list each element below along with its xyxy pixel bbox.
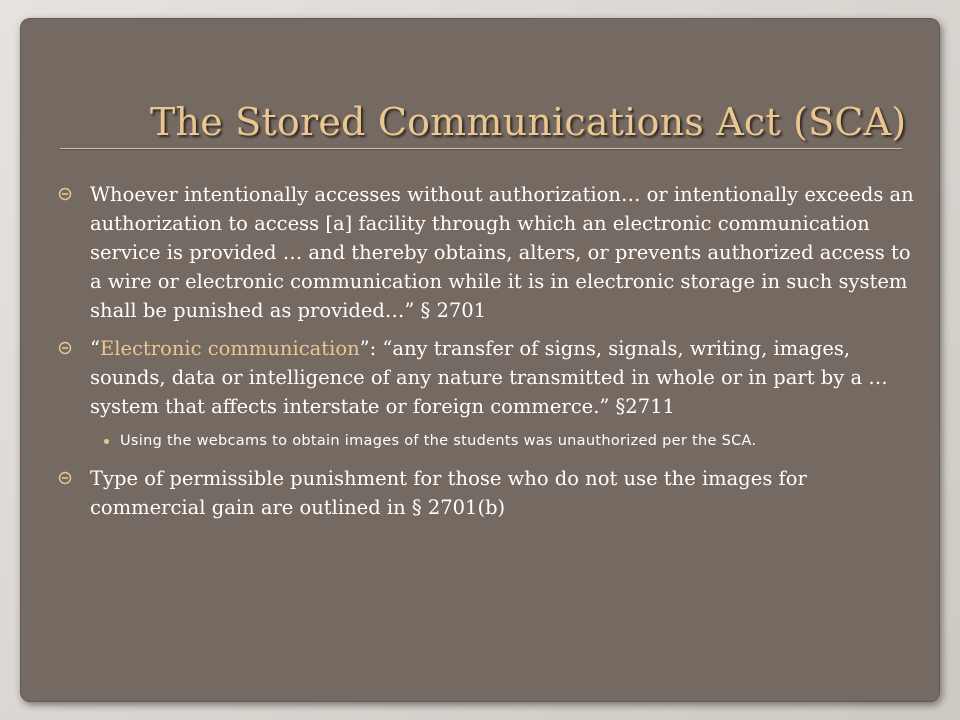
- open-quote: “: [90, 337, 100, 360]
- defined-term: Electronic communication: [99, 337, 360, 360]
- bullet-list: [58, 180, 914, 531]
- sub-bullet-item: [58, 430, 914, 452]
- circle-target-icon: [58, 471, 72, 485]
- bullet-item: [58, 464, 914, 522]
- slide-title: The Stored Communications Act (SCA): [150, 100, 907, 144]
- bullet-item: [58, 180, 914, 325]
- title-divider: [60, 148, 902, 149]
- dot-icon: [104, 439, 109, 444]
- circle-target-icon: [58, 187, 72, 201]
- sub-bullet-text: Using the webcams to obtain images of the students was unauthorized per the SCA.: [120, 433, 757, 449]
- bullet-text: ”: “any transfer of signs, signals, writing, images, sounds, data or intelligence of any nature transmitted in whole or in part by a …system that affects interstate or foreign commerce.” §2711: [90, 337, 888, 418]
- circle-target-icon: [58, 341, 72, 355]
- bullet-item: [58, 334, 914, 421]
- bullet-text: Whoever intentionally accesses without authorization… or intentionally exceeds an authorization to access [a] facility through which an electronic communication service is provided … and thereby obtains, alters, or prevents authorized access to a wire or electronic communication while it is in electronic storage in such system shall be punished as provided…” § 2701: [90, 183, 914, 322]
- bullet-text: Type of permissible punishment for those who do not use the images for commercial gain are outlined in § 2701(b): [90, 467, 807, 519]
